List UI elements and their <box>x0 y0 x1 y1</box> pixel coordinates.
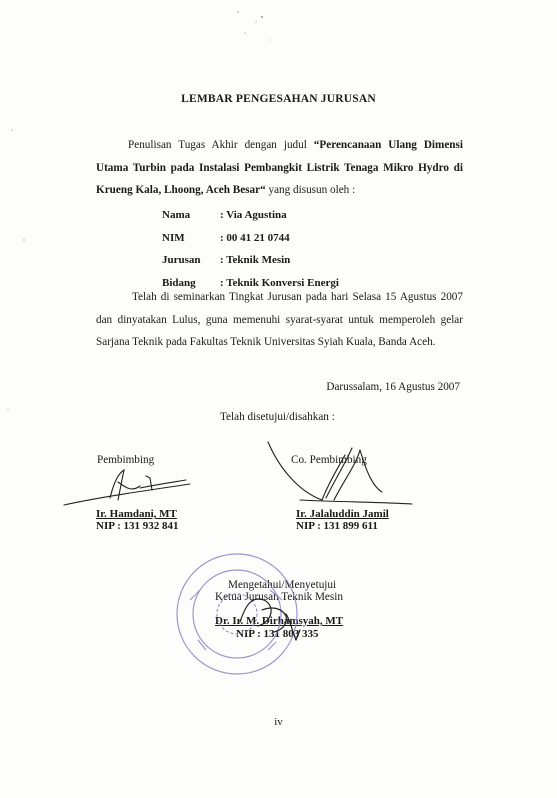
head-name: Dr. Ir. M. Dirhamsyah, MT <box>215 615 344 627</box>
co-supervisor-label: Co. Pembimbing <box>291 454 367 466</box>
intro-tail: yang disusun oleh : <box>265 184 356 196</box>
approval-label: Telah disetujui/disahkan : <box>220 411 335 423</box>
scan-specks <box>7 11 270 410</box>
supervisor-label: Pembimbing <box>97 454 155 466</box>
row-label: Jurusan <box>162 254 201 266</box>
head-title: Ketua Jurusan Teknik Mesin <box>215 591 343 603</box>
head-signature <box>240 599 300 640</box>
page-number: iv <box>274 716 283 728</box>
head-nip: NIP : 131 803 335 <box>236 628 319 640</box>
row-label: Nama <box>162 209 191 221</box>
co-supervisor-name: Ir. Jalaluddin Jamil <box>296 508 389 520</box>
page-title: LEMBAR PENGESAHAN JURUSAN <box>181 93 376 105</box>
supervisor-signature <box>64 470 190 505</box>
supervisor-nip: NIP : 131 932 841 <box>96 520 179 532</box>
place-date: Darussalam, 16 Agustus 2007 <box>326 381 460 393</box>
department-stamp <box>177 554 297 674</box>
row-value: : 00 41 21 0744 <box>220 231 290 244</box>
co-supervisor-signature <box>268 442 412 504</box>
seminar-text: Telah di seminarkan Tingkat Jurusan pada hari Selasa 15 Agustus 2007 dan dinyatakan Lulus, guna memenuhi syarat-syarat untuk memperoleh gelar Sarjana Teknik pada Fakultas Teknik Universitas Syiah Kuala, Banda Aceh. <box>96 291 463 348</box>
row-label: NIM <box>162 231 185 244</box>
acknowledged-label: Mengetahui/Menyetujui <box>228 579 337 591</box>
supervisor-name: Ir. Hamdani, MT <box>96 508 177 520</box>
row-value: : Teknik Konversi Energi <box>220 276 339 289</box>
row-label: Bidang <box>162 276 196 289</box>
co-supervisor-nip: NIP : 131 899 611 <box>296 520 378 532</box>
row-value: : Via Agustina <box>220 209 287 221</box>
intro-lead: Penulisan Tugas Akhir dengan judul <box>128 139 314 151</box>
thesis-title: “Perencanaan Ulang Dimensi Utama Turbin pada Instalasi Pembangkit Listrik Tenaga Mikro Hydro di Krueng Kala, Lhoong, Aceh Besar“ <box>96 139 463 196</box>
row-value: : Teknik Mesin <box>220 254 291 266</box>
